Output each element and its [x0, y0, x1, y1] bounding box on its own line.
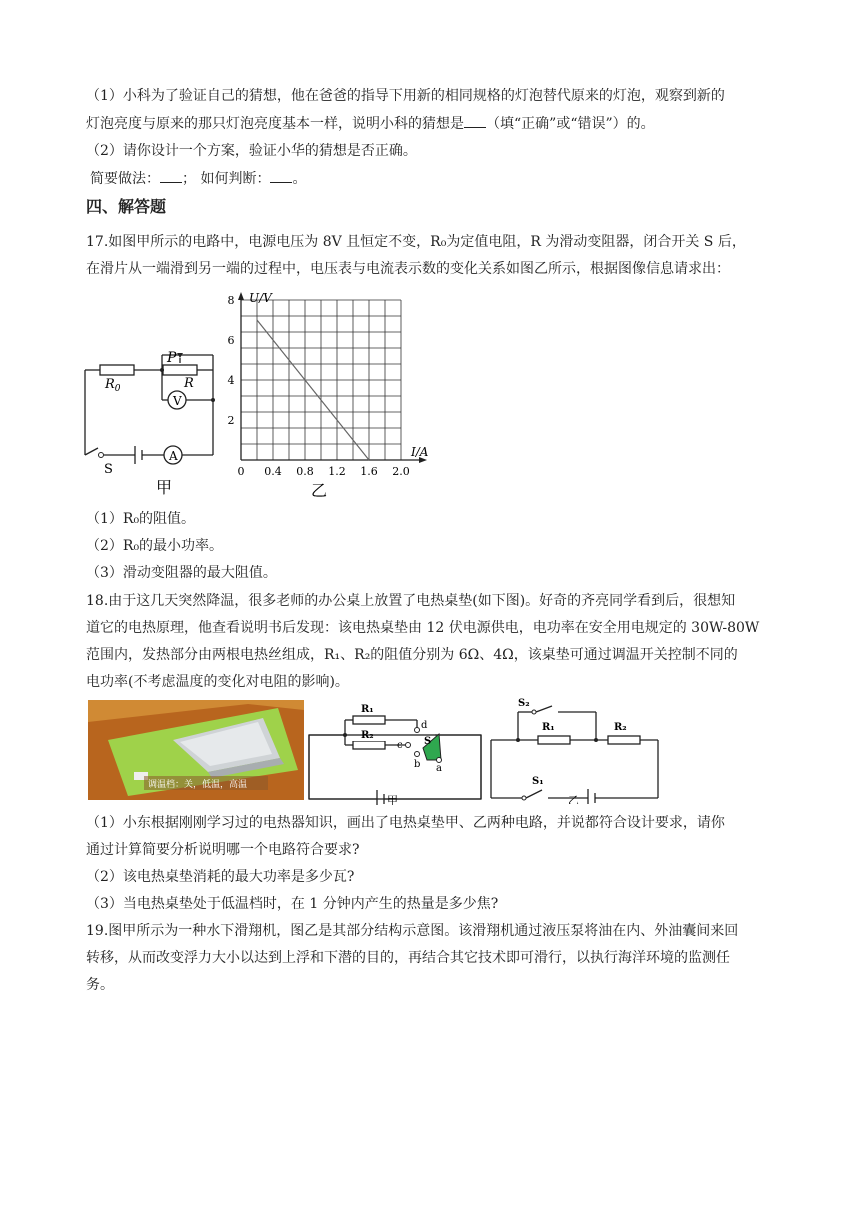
q17-voltage-current-graph [225, 288, 445, 498]
x-tick-label: 0.4 [264, 465, 282, 478]
y-tick-label: 4 [227, 374, 235, 387]
contact-a: a [436, 763, 442, 774]
resistor-r0 [100, 365, 134, 375]
q18-line3: 范围内，发热部分由两根电热丝组成，R₁、R₂的阻值分别为 6Ω、4Ω，该桌垫可通过调温开关控制不同的 [86, 647, 738, 663]
r2-label: R₂ [614, 722, 627, 733]
q16-method-label: 简要做法： [90, 171, 160, 187]
q17-sub3: （3）滑动变阻器的最大阻值。 [86, 565, 277, 581]
voltmeter-label: V [173, 394, 182, 408]
q16-part2: （2）请你设计一个方案，验证小华的猜想是否正确。 [86, 143, 417, 159]
q17-sub1: （1）R₀的阻值。 [86, 511, 196, 527]
figure-caption-yi: 乙 [311, 481, 328, 498]
q17-line1: 17.如图甲所示的电路中，电源电压为 8V 且恒定不变，R₀为定值电阻，R 为滑动变阻器，闭合开关 S 后， [86, 234, 746, 250]
r2-label: R₂ [361, 730, 374, 741]
q18-line1: 18.由于这几天突然降温，很多老师的办公桌上放置了电热桌垫(如下图)。好奇的齐亮同学看到后，很想知 [86, 593, 736, 609]
contact-d: d [421, 720, 428, 731]
q16-end: 。 [292, 171, 307, 187]
x-tick-label: 1.2 [328, 465, 346, 478]
contact-c: c [397, 740, 403, 751]
data-line [257, 320, 369, 460]
q19-line2: 转移，从而改变浮力大小以达到上浮和下潜的目的，再结合其它技术即可滑行，以执行海洋环境的监测任 [86, 950, 730, 966]
q18-circuit-jia [305, 700, 485, 805]
q19-line3: 务。 [86, 977, 114, 993]
q16-judge-label: ； 如何判断： [182, 171, 271, 187]
switch-s-label: S [424, 736, 432, 747]
circuit-yi-caption: 乙 [568, 794, 579, 804]
q16-part1-line2 [86, 113, 655, 134]
x-tick-label: 1.6 [360, 465, 378, 478]
x-axis-label: I/A [411, 445, 429, 459]
heating-pad-photo [88, 700, 304, 800]
resistor-r [163, 365, 197, 375]
s1-label: S₁ [532, 776, 544, 787]
answer-blank [270, 168, 292, 183]
switch-label: S [104, 462, 113, 477]
q16-part1-text-after: （填“正确”或“错误”）的。 [486, 116, 655, 132]
contact-b: b [414, 759, 421, 770]
q16-part3 [90, 168, 306, 189]
section-title: 四、解答题 [86, 197, 167, 216]
q16-part1-line1: （1）小科为了验证自己的猜想，他在爸爸的指导下用新的相同规格的灯泡替代原来的灯泡，观察到新的 [86, 88, 725, 104]
q18-circuit-yi [488, 694, 663, 804]
r1-label: R₁ [361, 704, 374, 715]
slider-label: P [167, 350, 177, 366]
photo-caption: 调温档：关，低温，高温 [148, 780, 248, 790]
y-tick-label: 2 [227, 414, 235, 427]
q18-sub2: （2）该电热桌垫消耗的最大功率是多少瓦? [86, 869, 355, 885]
q16-part1-text-before: 灯泡亮度与原来的那只灯泡亮度基本一样，说明小科的猜想是 [86, 116, 464, 132]
q18-sub1-line2: 通过计算简要分析说明哪一个电路符合要求? [86, 842, 360, 858]
ammeter-label: A [169, 449, 178, 463]
r1-label: R₁ [542, 722, 555, 733]
x-tick-label: 0.8 [296, 465, 314, 478]
figure-caption-jia: 甲 [156, 478, 173, 497]
y-tick-label: 6 [227, 334, 235, 347]
answer-blank [464, 113, 486, 128]
q18-line4: 电功率(不考虑温度的变化对电阻的影响)。 [86, 674, 349, 690]
s2-label: S₂ [518, 698, 530, 709]
q18-sub1-line1: （1）小东根据刚刚学习过的电热器知识，画出了电热桌垫甲、乙两种电路，并说都符合设计要求，请你 [86, 815, 725, 831]
q18-sub3: （3）当电热桌垫处于低温档时，在 1 分钟内产生的热量是多少焦? [86, 896, 499, 912]
y-axis-label: U/V [249, 291, 272, 305]
y-tick-label: 8 [227, 294, 235, 307]
q17-line2: 在滑片从一端滑到另一端的过程中，电压表与电流表示数的变化关系如图乙所示，根据图像信息请求出： [86, 261, 730, 277]
x-tick-label: 2.0 [392, 465, 410, 478]
q18-line2: 道它的电热原理，他查看说明书后发现：该电热桌垫由 12 伏电源供电，电功率在安全用电规定的 30W-80W [86, 620, 760, 636]
r0-label: $R_0$ [105, 377, 121, 394]
q19-line1: 19.图甲所示为一种水下滑翔机，图乙是其部分结构示意图。该滑翔机通过液压泵将油在内、外油囊间来回 [86, 923, 739, 939]
answer-blank [160, 168, 182, 183]
r-label: R [184, 376, 194, 391]
q17-sub2: （2）R₀的最小功率。 [86, 538, 224, 554]
x-tick-label: 0 [237, 465, 245, 478]
q17-circuit-diagram [80, 340, 225, 500]
circuit-jia-caption: 甲 [387, 794, 398, 805]
